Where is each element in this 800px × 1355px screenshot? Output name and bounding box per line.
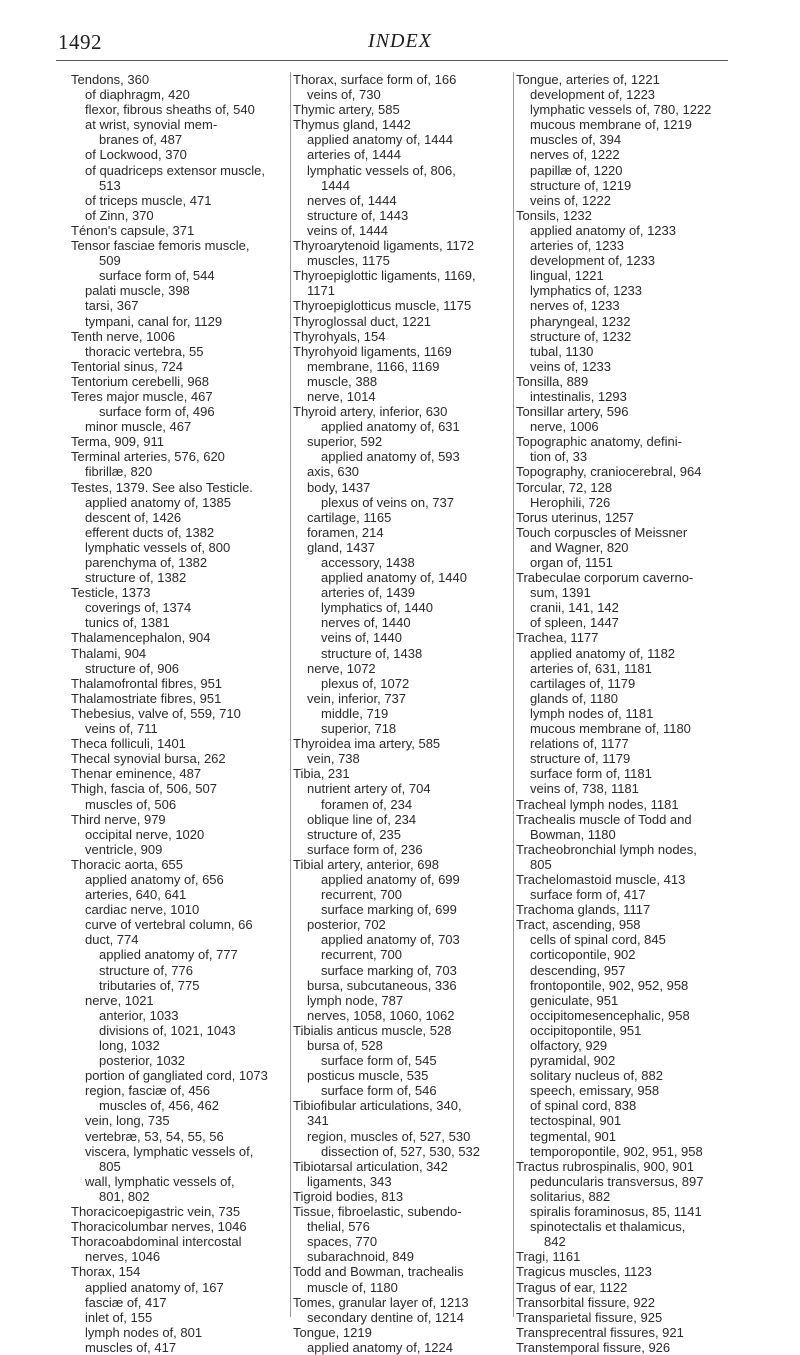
index-entry: superior, 592 bbox=[307, 434, 383, 450]
index-entry: tegmental, 901 bbox=[530, 1128, 617, 1144]
index-entry: frontopontile, 902, 952, 958 bbox=[530, 977, 689, 993]
index-entry: Thorax, 154 bbox=[71, 1264, 141, 1280]
index-entry: parenchyma of, 1382 bbox=[85, 555, 208, 570]
index-entry: applied anatomy of, 1385 bbox=[85, 494, 231, 510]
index-entry: structure of, 906 bbox=[85, 660, 179, 676]
index-entry: Tibialis anticus muscle, 528 bbox=[293, 1022, 452, 1038]
index-entry: arteries, 640, 641 bbox=[85, 887, 187, 903]
index-entry: posterior, 1032 bbox=[99, 1053, 186, 1069]
index-entry: Thyroarytenoid ligaments, 1172 bbox=[293, 238, 475, 254]
index-entry: Thigh, fascia of, 506, 507 bbox=[71, 781, 217, 797]
index-entry: veins of, 1440 bbox=[321, 630, 402, 646]
index-entry: Trachea, 1177 bbox=[516, 630, 599, 646]
index-entry: ventricle, 909 bbox=[85, 841, 163, 857]
index-entry: inlet of, 155 bbox=[85, 1309, 153, 1325]
index-entry: Tragicus muscles, 1123 bbox=[516, 1264, 652, 1280]
index-entry: Tenth nerve, 1006 bbox=[71, 328, 176, 344]
index-entry: applied anatomy of, 656 bbox=[85, 871, 224, 887]
index-entry: gland, 1437 bbox=[307, 539, 375, 555]
index-entry: lymph node, 787 bbox=[307, 992, 404, 1008]
index-entry: tectospinal, 901 bbox=[530, 1113, 622, 1129]
index-entry: recurrent, 700 bbox=[321, 947, 402, 963]
index-entry: lingual, 1221 bbox=[530, 268, 604, 284]
index-entry: surface marking of, 699 bbox=[321, 902, 457, 918]
index-entry: Trachelomastoid muscle, 413 bbox=[516, 871, 686, 887]
index-entry: arteries of, 631, 1181 bbox=[530, 660, 652, 676]
index-entry: Transprecentral fissures, 921 bbox=[516, 1324, 684, 1340]
index-entry: viscera, lymphatic vessels of, bbox=[85, 1143, 254, 1159]
index-entry: secondary dentine of, 1214 bbox=[307, 1309, 464, 1325]
index-entry: of spleen, 1447 bbox=[530, 615, 619, 631]
index-entry: pharyngeal, 1232 bbox=[530, 313, 631, 329]
index-entry: nerves of, 1222 bbox=[530, 147, 620, 163]
index-entry: Todd and Bowman, trachealis bbox=[293, 1264, 464, 1280]
index-entry: structure of, 1382 bbox=[85, 570, 187, 586]
index-entry: lymphatics of, 1233 bbox=[530, 283, 643, 299]
index-entry: Bowman, 1180 bbox=[530, 826, 616, 842]
index-entry: 1444 bbox=[321, 177, 350, 193]
index-entry: Thalamostriate fibres, 951 bbox=[71, 690, 222, 706]
index-entry: Trachoma glands, 1117 bbox=[516, 902, 651, 918]
index-entry: Transorbital fissure, 922 bbox=[516, 1294, 655, 1310]
index-entry: Tongue, arteries of, 1221 bbox=[516, 72, 660, 87]
index-entry: efferent ducts of, 1382 bbox=[85, 524, 215, 540]
index-entry: geniculate, 951 bbox=[530, 992, 619, 1008]
index-column-1 bbox=[71, 72, 286, 1355]
index-entry: Thymic artery, 585 bbox=[293, 102, 400, 118]
index-entry: cartilage, 1165 bbox=[307, 509, 392, 525]
index-entry: Tigroid bodies, 813 bbox=[293, 1188, 404, 1204]
index-entry: Thalamofrontal fibres, 951 bbox=[71, 675, 223, 691]
index-entry: structure of, 1438 bbox=[321, 645, 423, 661]
index-entry: posterior, 702 bbox=[307, 917, 386, 933]
index-entry: Thalami, 904 bbox=[71, 645, 147, 661]
index-entry: and Wagner, 820 bbox=[530, 539, 629, 555]
index-entry: branes of, 487 bbox=[99, 132, 183, 148]
index-entry: spiralis foraminosus, 85, 1141 bbox=[530, 1204, 702, 1220]
index-entry: Thenar eminence, 487 bbox=[71, 766, 202, 782]
index-entry: Tongue, 1219 bbox=[293, 1324, 372, 1340]
index-entry: applied anatomy of, 1440 bbox=[321, 570, 467, 586]
index-entry: cells of spinal cord, 845 bbox=[530, 932, 666, 948]
index-entry: of diaphragm, 420 bbox=[85, 87, 190, 103]
index-entry: nerves, 1046 bbox=[85, 1249, 161, 1265]
index-entry: 805 bbox=[99, 1158, 121, 1174]
index-entry: vein, 738 bbox=[307, 751, 360, 767]
index-entry: veins of, 1444 bbox=[307, 222, 388, 238]
index-entry: Transparietal fissure, 925 bbox=[516, 1309, 663, 1325]
index-entry: Thyroepiglottic ligaments, 1169, bbox=[293, 268, 476, 284]
index-entry: portion of gangliated cord, 1073 bbox=[85, 1068, 268, 1084]
index-entry: structure of, 1179 bbox=[530, 751, 631, 767]
index-entry: spinotectalis et thalamicus, bbox=[530, 1219, 686, 1235]
index-entry: 509 bbox=[99, 253, 121, 269]
index-entry: organ of, 1151 bbox=[530, 555, 613, 570]
index-entry: papillæ of, 1220 bbox=[530, 162, 623, 178]
index-entry: lymphatic vessels of, 800 bbox=[85, 539, 231, 555]
index-entry: dissection of, 527, 530, 532 bbox=[321, 1143, 481, 1159]
index-entry: applied anatomy of, 1224 bbox=[307, 1339, 453, 1355]
index-entry: vein, inferior, 737 bbox=[307, 690, 407, 706]
index-entry: Tendons, 360 bbox=[71, 72, 150, 87]
index-entry: mucous membrane of, 1180 bbox=[530, 721, 691, 737]
index-entry: 341 bbox=[307, 1113, 329, 1129]
index-entry: surface form of, 1181 bbox=[530, 766, 652, 782]
index-entry: of quadriceps extensor muscle, bbox=[85, 162, 265, 178]
index-entry: nutrient artery of, 704 bbox=[307, 781, 431, 797]
index-entry: surface form of, 417 bbox=[530, 887, 646, 903]
index-entry: applied anatomy of, 703 bbox=[321, 932, 460, 948]
index-entry: structure of, 776 bbox=[99, 962, 193, 978]
index-entry: surface form of, 546 bbox=[321, 1083, 437, 1099]
index-entry: structure of, 1232 bbox=[530, 328, 632, 344]
index-entry: long, 1032 bbox=[99, 1038, 160, 1053]
index-entry: flexor, fibrous sheaths of, 540 bbox=[85, 102, 255, 118]
index-entry: Thoracic aorta, 655 bbox=[71, 856, 184, 872]
index-entry: veins of, 711 bbox=[85, 721, 158, 737]
index-entry: structure of, 1219 bbox=[530, 177, 632, 193]
index-entry: Torcular, 72, 128 bbox=[516, 479, 613, 495]
index-entry: Tentorial sinus, 724 bbox=[71, 358, 184, 374]
index-entry: tributaries of, 775 bbox=[99, 977, 200, 993]
index-entry: nerve, 1014 bbox=[307, 388, 376, 404]
index-entry: posticus muscle, 535 bbox=[307, 1068, 429, 1084]
index-entry: thelial, 576 bbox=[307, 1219, 370, 1235]
index-entry: Tonsilla, 889 bbox=[516, 373, 589, 389]
index-entry: of spinal cord, 838 bbox=[530, 1098, 637, 1114]
index-entry: nerves, 1058, 1060, 1062 bbox=[307, 1007, 455, 1023]
index-entry: peduncularis transversus, 897 bbox=[530, 1173, 704, 1189]
index-entry: applied anatomy of, 699 bbox=[321, 871, 460, 887]
index-entry: veins of, 1233 bbox=[530, 358, 611, 374]
index-entry: relations of, 1177 bbox=[530, 736, 629, 752]
index-entry: 805 bbox=[530, 856, 552, 872]
index-entry: speech, emissary, 958 bbox=[530, 1083, 660, 1099]
index-entry: Tibiotarsal articulation, 342 bbox=[293, 1158, 448, 1174]
index-entry: Touch corpuscles of Meissner bbox=[516, 524, 688, 540]
index-entry: subarachnoid, 849 bbox=[307, 1249, 414, 1265]
page-title: INDEX bbox=[368, 30, 432, 52]
index-entry: tubal, 1130 bbox=[530, 343, 594, 359]
index-entry: Tibiofibular articulations, 340, bbox=[293, 1098, 462, 1114]
index-entry: tunics of, 1381 bbox=[85, 615, 170, 631]
index-entry: Thebesius, valve of, 559, 710 bbox=[71, 705, 241, 721]
index-entry: descent of, 1426 bbox=[85, 509, 182, 525]
index-entry: at wrist, synovial mem- bbox=[85, 117, 218, 133]
index-entry: Third nerve, 979 bbox=[71, 811, 166, 827]
index-entry: anterior, 1033 bbox=[99, 1007, 179, 1023]
index-entry: Thorax, surface form of, 166 bbox=[293, 72, 457, 87]
index-column-2 bbox=[290, 72, 519, 1355]
index-entry: occipitopontile, 951 bbox=[530, 1022, 642, 1038]
index-entry: Tractus rubrospinalis, 900, 901 bbox=[516, 1158, 695, 1174]
index-entry: Tentorium cerebelli, 968 bbox=[71, 373, 210, 389]
page-number: 1492 bbox=[58, 30, 102, 54]
index-entry: olfactory, 929 bbox=[530, 1038, 608, 1053]
index-entry: structure of, 1443 bbox=[307, 207, 409, 223]
index-entry: surface form of, 236 bbox=[307, 841, 423, 857]
index-entry: mucous membrane of, 1219 bbox=[530, 117, 692, 133]
index-entry: Tibial artery, anterior, 698 bbox=[293, 856, 439, 872]
index-entry: of triceps muscle, 471 bbox=[85, 192, 212, 208]
index-entry: bursa, subcutaneous, 336 bbox=[307, 977, 457, 993]
index-entry: vein, long, 735 bbox=[85, 1113, 170, 1129]
header-rule bbox=[56, 60, 728, 61]
index-entry: Teres major muscle, 467 bbox=[71, 388, 213, 404]
index-entry: nerves of, 1233 bbox=[530, 298, 620, 314]
index-entry: lymph nodes of, 801 bbox=[85, 1324, 203, 1340]
index-entry: axis, 630 bbox=[307, 464, 360, 480]
index-entry: of Zinn, 370 bbox=[85, 207, 154, 223]
index-entry: Tracheal lymph nodes, 1181 bbox=[516, 796, 679, 812]
index-entry: arteries of, 1444 bbox=[307, 147, 401, 163]
index-entry: Topography, craniocerebral, 964 bbox=[516, 464, 702, 480]
index-entry: solitary nucleus of, 882 bbox=[530, 1068, 663, 1084]
index-entry: Torus uterinus, 1257 bbox=[516, 509, 634, 525]
index-entry: intestinalis, 1293 bbox=[530, 388, 627, 404]
index-entry: muscle, 388 bbox=[307, 373, 378, 389]
index-entry: nerves of, 1440 bbox=[321, 615, 411, 631]
index-entry: middle, 719 bbox=[321, 705, 389, 721]
index-entry: foramen of, 234 bbox=[321, 796, 413, 812]
index-entry: 801, 802 bbox=[99, 1188, 150, 1204]
index-entry: Trabeculae corporum caverno- bbox=[516, 570, 694, 586]
index-entry: Thyrohyoid ligaments, 1169 bbox=[293, 343, 452, 359]
index-entry: minor muscle, 467 bbox=[85, 419, 192, 435]
index-entry: development of, 1223 bbox=[530, 87, 656, 103]
index-entry: wall, lymphatic vessels of, bbox=[85, 1173, 235, 1189]
index-entry: Testicle, 1373 bbox=[71, 585, 151, 601]
index-entry: occipitomesencephalic, 958 bbox=[530, 1007, 690, 1023]
index-entry: arteries of, 1233 bbox=[530, 238, 624, 254]
index-entry: Thyroepiglotticus muscle, 1175 bbox=[293, 298, 472, 314]
index-entry: Testes, 1379. See also Testicle. bbox=[71, 479, 253, 495]
index-entry: duct, 774 bbox=[85, 932, 139, 948]
index-entry: accessory, 1438 bbox=[321, 555, 415, 570]
index-entry: 842 bbox=[544, 1234, 566, 1250]
index-entry: superior, 718 bbox=[321, 721, 397, 737]
index-entry: veins of, 730 bbox=[307, 87, 381, 103]
index-entry: plexus of veins on, 737 bbox=[321, 494, 454, 510]
index-entry: spaces, 770 bbox=[307, 1234, 378, 1250]
index-entry: nerve, 1021 bbox=[85, 992, 154, 1008]
index-entry: Thyroglossal duct, 1221 bbox=[293, 313, 432, 329]
index-entry: muscles of, 394 bbox=[530, 132, 622, 148]
index-entry: applied anatomy of, 1233 bbox=[530, 222, 676, 238]
index-entry: oblique line of, 234 bbox=[307, 811, 417, 827]
index-entry: Thymus gland, 1442 bbox=[293, 117, 411, 133]
index-entry: vertebræ, 53, 54, 55, 56 bbox=[85, 1128, 224, 1144]
index-entry: development of, 1233 bbox=[530, 253, 656, 269]
index-entry: applied anatomy of, 167 bbox=[85, 1279, 224, 1295]
index-entry: applied anatomy of, 593 bbox=[321, 449, 460, 465]
index-entry: occipital nerve, 1020 bbox=[85, 826, 205, 842]
index-entry: applied anatomy of, 1444 bbox=[307, 132, 453, 148]
index-entry: divisions of, 1021, 1043 bbox=[99, 1022, 236, 1038]
index-entry: Tract, ascending, 958 bbox=[516, 917, 641, 933]
index-entry: descending, 957 bbox=[530, 962, 626, 978]
index-entry: muscles of, 417 bbox=[85, 1339, 177, 1355]
index-entry: muscles of, 456, 462 bbox=[99, 1098, 219, 1114]
index-entry: fasciæ of, 417 bbox=[85, 1294, 167, 1310]
index-entry: of Lockwood, 370 bbox=[85, 147, 187, 163]
index-entry: corticopontile, 902 bbox=[530, 947, 636, 963]
index-entry: glands of, 1180 bbox=[530, 690, 618, 706]
index-entry: Tonsils, 1232 bbox=[516, 207, 592, 223]
index-entry: surface marking of, 703 bbox=[321, 962, 457, 978]
index-entry: Tragi, 1161 bbox=[516, 1249, 581, 1265]
index-entry: surface form of, 544 bbox=[99, 268, 215, 284]
index-entry: surface form of, 496 bbox=[99, 404, 215, 420]
index-entry: fibrillæ, 820 bbox=[85, 464, 153, 480]
index-entry: lymph nodes of, 1181 bbox=[530, 705, 654, 721]
index-entry: membrane, 1166, 1169 bbox=[307, 358, 440, 374]
index-entry: Terminal arteries, 576, 620 bbox=[71, 449, 225, 465]
index-entry: cartilages of, 1179 bbox=[530, 675, 636, 691]
index-entry: lymphatic vessels of, 806, bbox=[307, 162, 456, 178]
index-entry: Tomes, granular layer of, 1213 bbox=[293, 1294, 469, 1310]
index-entry: Ténon's capsule, 371 bbox=[71, 222, 195, 238]
index-entry: surface form of, 545 bbox=[321, 1053, 437, 1069]
index-entry: Thecal synovial bursa, 262 bbox=[71, 751, 226, 767]
index-entry: palati muscle, 398 bbox=[85, 283, 190, 299]
index-entry: nerves of, 1444 bbox=[307, 192, 397, 208]
index-entry: region, muscles of, 527, 530 bbox=[307, 1128, 471, 1144]
index-entry: Thoracoabdominal intercostal bbox=[71, 1234, 242, 1250]
index-entry: curve of vertebral column, 66 bbox=[85, 917, 253, 933]
index-entry: Thyroidea ima artery, 585 bbox=[293, 736, 441, 752]
index-entry: body, 1437 bbox=[307, 479, 371, 495]
index-entry: applied anatomy of, 777 bbox=[99, 947, 238, 963]
index-entry: pyramidal, 902 bbox=[530, 1053, 616, 1069]
index-entry: Thalamencephalon, 904 bbox=[71, 630, 211, 646]
index-entry: muscles, 1175 bbox=[307, 253, 390, 269]
index-entry: solitarius, 882 bbox=[530, 1188, 611, 1204]
index-entry: tarsi, 367 bbox=[85, 298, 139, 314]
index-entry: Thyrohyals, 154 bbox=[293, 328, 386, 344]
index-entry: recurrent, 700 bbox=[321, 887, 402, 903]
index-entry: tympani, canal for, 1129 bbox=[85, 313, 223, 329]
index-entry: thoracic vertebra, 55 bbox=[85, 343, 204, 359]
index-entry: Tissue, fibroelastic, subendo- bbox=[293, 1204, 462, 1220]
index-entry: plexus of, 1072 bbox=[321, 675, 410, 691]
index-entry: cardiac nerve, 1010 bbox=[85, 902, 200, 918]
index-entry: Tibia, 231 bbox=[293, 766, 350, 782]
index-entry: muscles of, 506 bbox=[85, 796, 177, 812]
index-entry: Thoracicolumbar nerves, 1046 bbox=[71, 1219, 247, 1235]
index-entry: arteries of, 1439 bbox=[321, 585, 415, 601]
index-entry: nerve, 1006 bbox=[530, 419, 599, 435]
index-entry: Tragus of ear, 1122 bbox=[516, 1279, 628, 1295]
index-entry: Thoracicoepigastric vein, 735 bbox=[71, 1204, 241, 1220]
index-entry: Topographic anatomy, defini- bbox=[516, 434, 682, 450]
index-entry: Thyroid artery, inferior, 630 bbox=[293, 404, 448, 420]
index-entry: Trachealis muscle of Todd and bbox=[516, 811, 692, 827]
index-entry: Tracheobronchial lymph nodes, bbox=[516, 841, 697, 857]
index-column-3 bbox=[513, 72, 738, 1355]
index-entry: 1171 bbox=[307, 283, 335, 299]
index-entry: sum, 1391 bbox=[530, 585, 591, 601]
index-entry: Transtemporal fissure, 926 bbox=[516, 1339, 671, 1355]
index-entry: cranii, 141, 142 bbox=[530, 600, 619, 616]
index-entry: Tonsillar artery, 596 bbox=[516, 404, 629, 420]
index-entry: Herophili, 726 bbox=[530, 494, 611, 510]
index-entry: muscle of, 1180 bbox=[307, 1279, 398, 1295]
index-entry: applied anatomy of, 631 bbox=[321, 419, 460, 435]
index-entry: veins of, 738, 1181 bbox=[530, 781, 639, 797]
index-entry: applied anatomy of, 1182 bbox=[530, 645, 676, 661]
index-entry: tion of, 33 bbox=[530, 449, 588, 465]
index-entry: temporopontile, 902, 951, 958 bbox=[530, 1143, 703, 1159]
index-entry: nerve, 1072 bbox=[307, 660, 376, 676]
index-entry: Theca folliculi, 1401 bbox=[71, 736, 186, 752]
index-entry: structure of, 235 bbox=[307, 826, 401, 842]
index-entry: region, fasciæ of, 456 bbox=[85, 1083, 211, 1099]
index-entry: veins of, 1222 bbox=[530, 192, 611, 208]
index-entry: 513 bbox=[99, 177, 121, 193]
index-entry: lymphatics of, 1440 bbox=[321, 600, 434, 616]
index-entry: Terma, 909, 911 bbox=[71, 434, 164, 450]
index-entry: foramen, 214 bbox=[307, 524, 384, 540]
index-entry: ligaments, 343 bbox=[307, 1173, 392, 1189]
index-entry: lymphatic vessels of, 780, 1222 bbox=[530, 102, 712, 118]
index-entry: coverings of, 1374 bbox=[85, 600, 192, 616]
index-entry: Tensor fasciae femoris muscle, bbox=[71, 238, 250, 254]
index-entry: bursa of, 528 bbox=[307, 1038, 383, 1053]
